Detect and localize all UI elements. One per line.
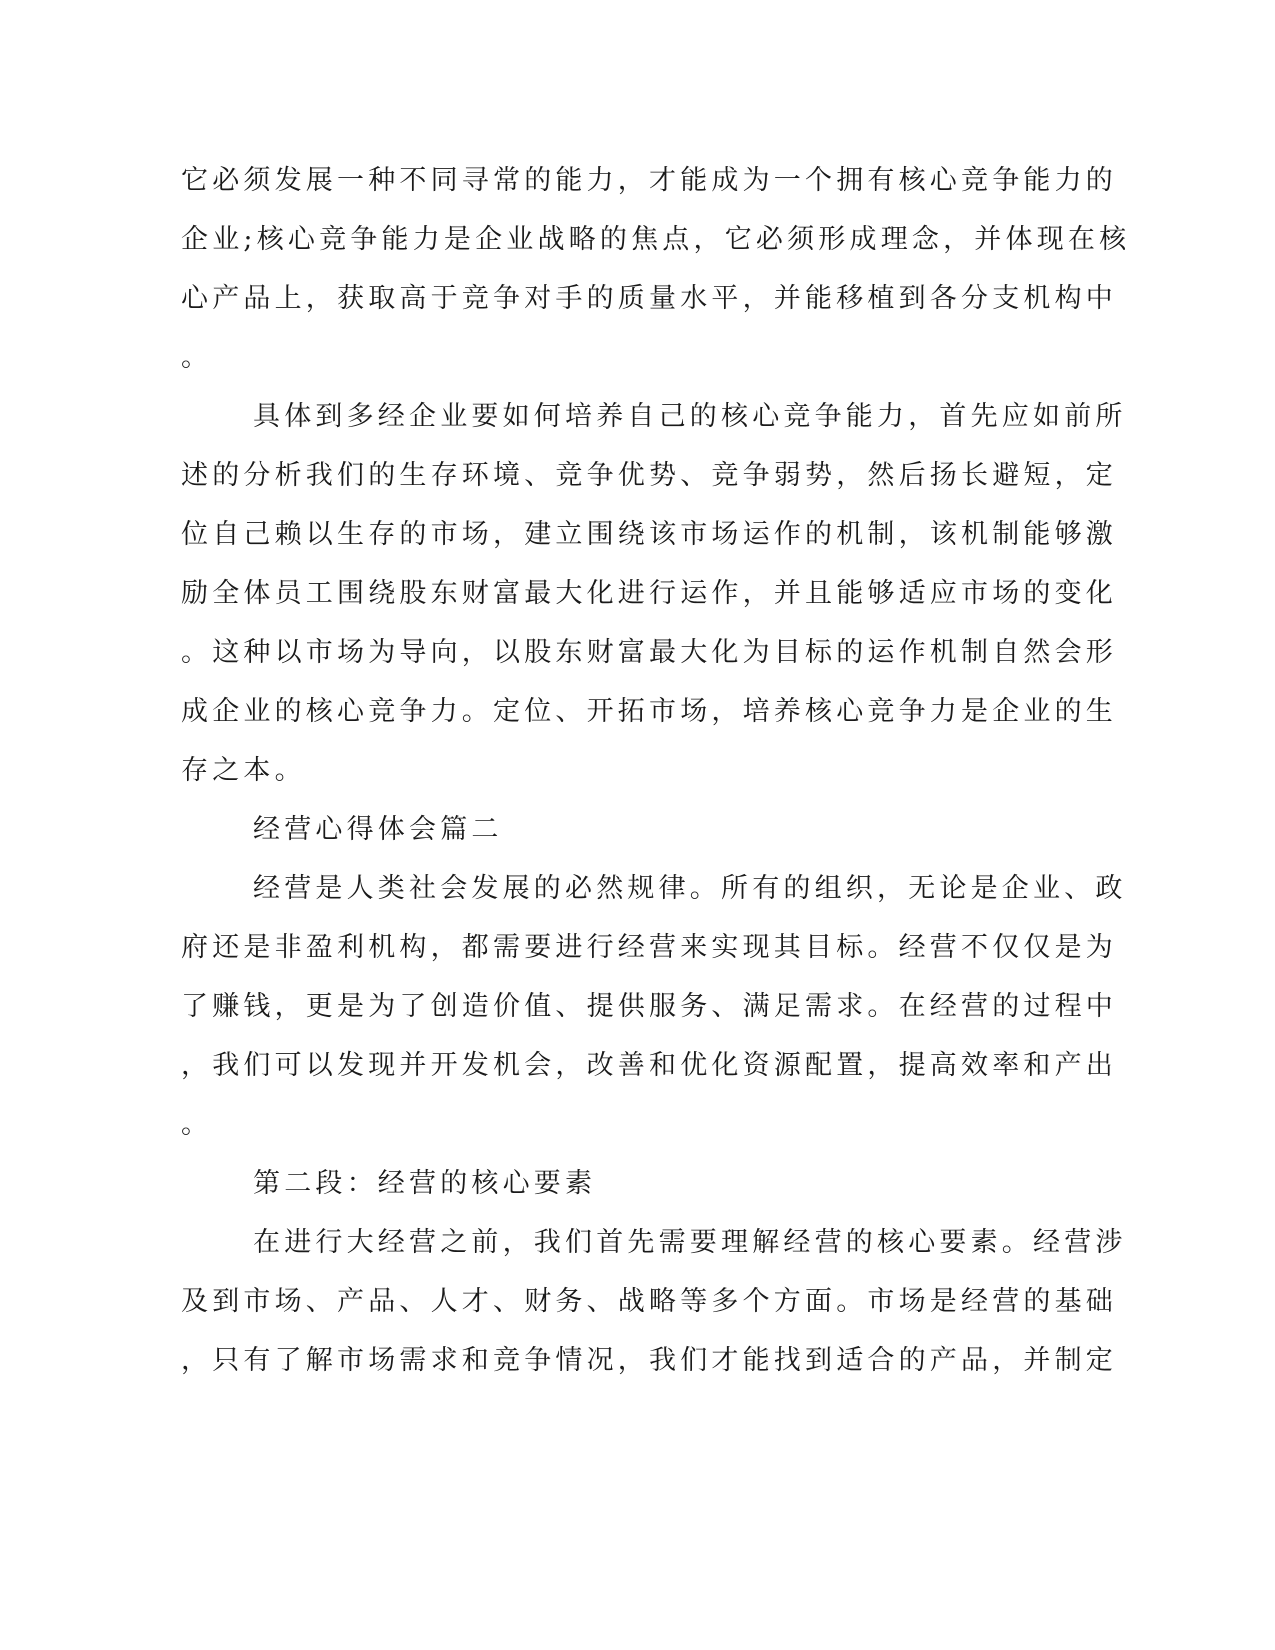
text-line: 存之本。 [181,755,306,786]
section-heading: 第二段：经营的核心要素 [253,1168,597,1199]
text-line: 企业;核心竞争能力是企业战略的焦点，它必须形成理念，并体现在核 [181,224,1131,255]
text-line: 它必须发展一种不同寻常的能力，才能成为一个拥有核心竞争能力的 [181,165,1117,196]
text-line: 成企业的核心竞争力。定位、开拓市场，培养核心竞争力是企业的生 [181,696,1117,727]
text-line: 位自己赖以生存的市场，建立围绕该市场运作的机制，该机制能够激 [181,519,1117,550]
text-line: 了赚钱，更是为了创造价值、提供服务、满足需求。在经营的过程中 [181,991,1117,1022]
text-line: ，只有了解市场需求和竞争情况，我们才能找到适合的产品，并制定 [181,1345,1117,1376]
section-heading: 经营心得体会篇二 [253,814,503,845]
text-line: ，我们可以发现并开发机会，改善和优化资源配置，提高效率和产出 [181,1050,1117,1081]
text-line: 府还是非盈利机构，都需要进行经营来实现其目标。经营不仅仅是为 [181,932,1117,963]
text-line: 心产品上，获取高于竞争对手的质量水平，并能移植到各分支机构中 [181,283,1117,314]
text-line: 。 [181,342,213,373]
text-line: 在进行大经营之前，我们首先需要理解经营的核心要素。经营涉 [253,1227,1127,1258]
text-line: 及到市场、产品、人才、财务、战略等多个方面。市场是经营的基础 [181,1286,1117,1317]
text-line: 述的分析我们的生存环境、竞争优势、竞争弱势，然后扬长避短，定 [181,460,1117,491]
text-line: 励全体员工围绕股东财富最大化进行运作，并且能够适应市场的变化 [181,578,1117,609]
text-line: 经营是人类社会发展的必然规律。所有的组织，无论是企业、政 [253,873,1127,904]
text-line: 。 [181,1109,213,1140]
text-line: 。这种以市场为导向，以股东财富最大化为目标的运作机制自然会形 [181,637,1117,668]
text-line: 具体到多经企业要如何培养自己的核心竞争能力，首先应如前所 [253,401,1127,432]
